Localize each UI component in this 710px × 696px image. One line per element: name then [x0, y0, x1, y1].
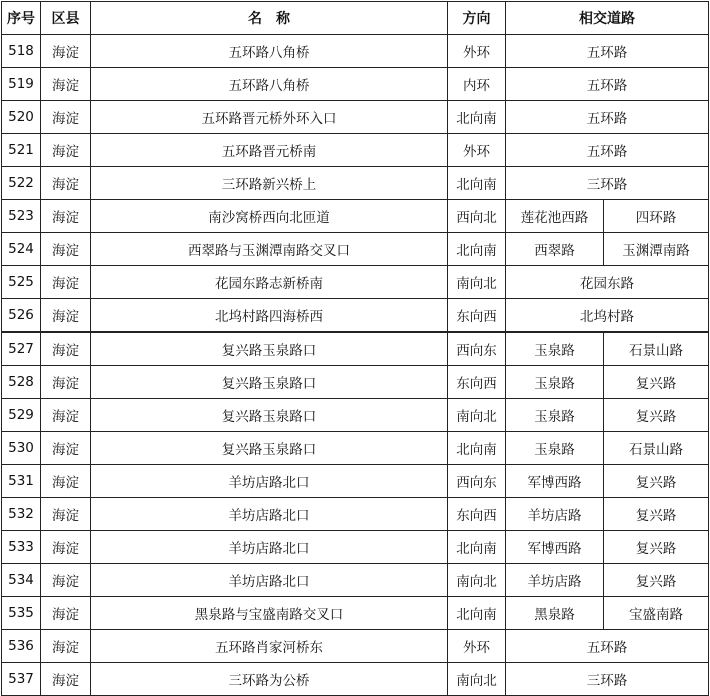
cell-cross-road-1: 玉泉路: [506, 332, 604, 366]
cell-cross-road: 五环路: [506, 68, 709, 101]
table-row: [2, 299, 709, 333]
cell-direction: 外环: [448, 134, 506, 167]
cell-no: 522: [2, 167, 41, 200]
cell-no: 530: [2, 432, 41, 465]
cell-name: 复兴路玉泉路口: [91, 332, 448, 366]
cell-cross-road-1: 莲花池西路: [506, 200, 604, 233]
cell-district: 海淀: [41, 630, 91, 663]
cell-name: 三环路新兴桥上: [91, 167, 448, 200]
cell-district: 海淀: [41, 167, 91, 200]
cell-name: 五环路八角桥: [91, 68, 448, 101]
cell-no: 536: [2, 630, 41, 663]
cell-direction: 外环: [448, 35, 506, 68]
cell-name: 五环路肖家河桥东: [91, 630, 448, 663]
cell-district: 海淀: [41, 564, 91, 597]
cell-district: 海淀: [41, 399, 91, 432]
cell-cross-road: 五环路: [506, 630, 709, 663]
table-row: [2, 498, 709, 531]
cell-name: 五环路八角桥: [91, 35, 448, 68]
cell-cross-road-2: 石景山路: [604, 432, 709, 465]
cell-direction: 西向北: [448, 200, 506, 233]
table-row: [2, 432, 709, 465]
cell-direction: 北向南: [448, 167, 506, 200]
cell-direction: 西向东: [448, 332, 506, 366]
table-row: [2, 531, 709, 564]
cell-name: 五环路晋元桥外环入口: [91, 101, 448, 134]
cell-district: 海淀: [41, 366, 91, 399]
cell-district: 海淀: [41, 200, 91, 233]
cell-name: 羊坊店路北口: [91, 465, 448, 498]
cell-no: 533: [2, 531, 41, 564]
table-row: [2, 630, 709, 663]
cell-district: 海淀: [41, 266, 91, 299]
cell-no: 524: [2, 233, 41, 266]
cell-name: 羊坊店路北口: [91, 531, 448, 564]
cell-no: 520: [2, 101, 41, 134]
table-row: [2, 68, 709, 101]
cell-name: 三环路为公桥: [91, 663, 448, 696]
cell-cross-road-1: 黑泉路: [506, 597, 604, 630]
cell-cross-road: 花园东路: [506, 266, 709, 299]
table-row: [2, 564, 709, 597]
header-district: 区县: [41, 2, 91, 35]
cell-district: 海淀: [41, 233, 91, 266]
cell-cross-road-2: 宝盛南路: [604, 597, 709, 630]
cell-district: 海淀: [41, 531, 91, 564]
cell-no: 527: [2, 332, 41, 366]
cell-district: 海淀: [41, 134, 91, 167]
cell-no: 521: [2, 134, 41, 167]
cell-cross-road-1: 西翠路: [506, 233, 604, 266]
cell-name: 黑泉路与宝盛南路交叉口: [91, 597, 448, 630]
table-row: [2, 366, 709, 399]
cell-name: 西翠路与玉渊潭南路交叉口: [91, 233, 448, 266]
cell-no: 518: [2, 35, 41, 68]
cell-cross-road: 北坞村路: [506, 299, 709, 333]
cell-cross-road-1: 玉泉路: [506, 366, 604, 399]
cell-no: 534: [2, 564, 41, 597]
cell-no: 523: [2, 200, 41, 233]
table-row: [2, 134, 709, 167]
cell-district: 海淀: [41, 299, 91, 333]
cell-direction: 西向东: [448, 465, 506, 498]
cell-no: 525: [2, 266, 41, 299]
cell-cross-road: 五环路: [506, 35, 709, 68]
cell-no: 526: [2, 299, 41, 333]
cell-name: 五环路晋元桥南: [91, 134, 448, 167]
cell-cross-road: 三环路: [506, 663, 709, 696]
cell-district: 海淀: [41, 332, 91, 366]
cell-direction: 北向南: [448, 597, 506, 630]
intersection-table: [1, 1, 709, 696]
table-row: [2, 167, 709, 200]
cell-no: 537: [2, 663, 41, 696]
cell-direction: 内环: [448, 68, 506, 101]
table-row: [2, 399, 709, 432]
cell-direction: 南向北: [448, 564, 506, 597]
cell-direction: 东向西: [448, 498, 506, 531]
cell-name: 羊坊店路北口: [91, 564, 448, 597]
cell-cross-road-1: 军博西路: [506, 531, 604, 564]
cell-cross-road: 五环路: [506, 101, 709, 134]
cell-direction: 外环: [448, 630, 506, 663]
cell-cross-road-2: 复兴路: [604, 399, 709, 432]
cell-name: 复兴路玉泉路口: [91, 366, 448, 399]
cell-name: 复兴路玉泉路口: [91, 399, 448, 432]
cell-district: 海淀: [41, 498, 91, 531]
cell-direction: 北向南: [448, 101, 506, 134]
cell-district: 海淀: [41, 68, 91, 101]
table-row: [2, 332, 709, 366]
table-row: [2, 35, 709, 68]
header-name: 名 称: [91, 2, 448, 35]
cell-no: 531: [2, 465, 41, 498]
header-direction: 方向: [448, 2, 506, 35]
cell-no: 532: [2, 498, 41, 531]
cell-direction: 东向西: [448, 299, 506, 333]
cell-name: 北坞村路四海桥西: [91, 299, 448, 333]
table-row: [2, 663, 709, 696]
cell-district: 海淀: [41, 432, 91, 465]
cell-direction: 北向南: [448, 233, 506, 266]
cell-cross-road: 五环路: [506, 134, 709, 167]
cell-direction: 南向北: [448, 266, 506, 299]
cell-district: 海淀: [41, 597, 91, 630]
cell-name: 羊坊店路北口: [91, 498, 448, 531]
cell-name: 南沙窝桥西向北匝道: [91, 200, 448, 233]
cell-direction: 北向南: [448, 432, 506, 465]
header-no: 序号: [2, 2, 41, 35]
cell-no: 535: [2, 597, 41, 630]
cell-no: 529: [2, 399, 41, 432]
cell-cross-road-1: 军博西路: [506, 465, 604, 498]
cell-name: 花园东路志新桥南: [91, 266, 448, 299]
table-row: [2, 200, 709, 233]
cell-cross-road-2: 复兴路: [604, 465, 709, 498]
table-row: [2, 233, 709, 266]
cell-direction: 南向北: [448, 399, 506, 432]
cell-direction: 东向西: [448, 366, 506, 399]
cell-cross-road-2: 四环路: [604, 200, 709, 233]
cell-direction: 南向北: [448, 663, 506, 696]
cell-name: 复兴路玉泉路口: [91, 432, 448, 465]
table-body: [2, 35, 709, 696]
cell-cross-road-2: 复兴路: [604, 531, 709, 564]
cell-cross-road-2: 石景山路: [604, 332, 709, 366]
cell-cross-road-2: 复兴路: [604, 498, 709, 531]
table-header-row: [2, 2, 709, 35]
cell-cross-road-1: 玉泉路: [506, 399, 604, 432]
cell-cross-road: 三环路: [506, 167, 709, 200]
cell-district: 海淀: [41, 663, 91, 696]
cell-cross-road-1: 玉泉路: [506, 432, 604, 465]
cell-cross-road-1: 羊坊店路: [506, 564, 604, 597]
cell-district: 海淀: [41, 35, 91, 68]
table-row: [2, 597, 709, 630]
cell-cross-road-1: 羊坊店路: [506, 498, 604, 531]
cell-no: 528: [2, 366, 41, 399]
table-row: [2, 101, 709, 134]
header-cross-roads: 相交道路: [506, 2, 709, 35]
cell-cross-road-2: 复兴路: [604, 564, 709, 597]
table-row: [2, 465, 709, 498]
table-row: [2, 266, 709, 299]
cell-cross-road-2: 复兴路: [604, 366, 709, 399]
cell-district: 海淀: [41, 101, 91, 134]
cell-cross-road-2: 玉渊潭南路: [604, 233, 709, 266]
cell-no: 519: [2, 68, 41, 101]
cell-direction: 北向南: [448, 531, 506, 564]
cell-district: 海淀: [41, 465, 91, 498]
